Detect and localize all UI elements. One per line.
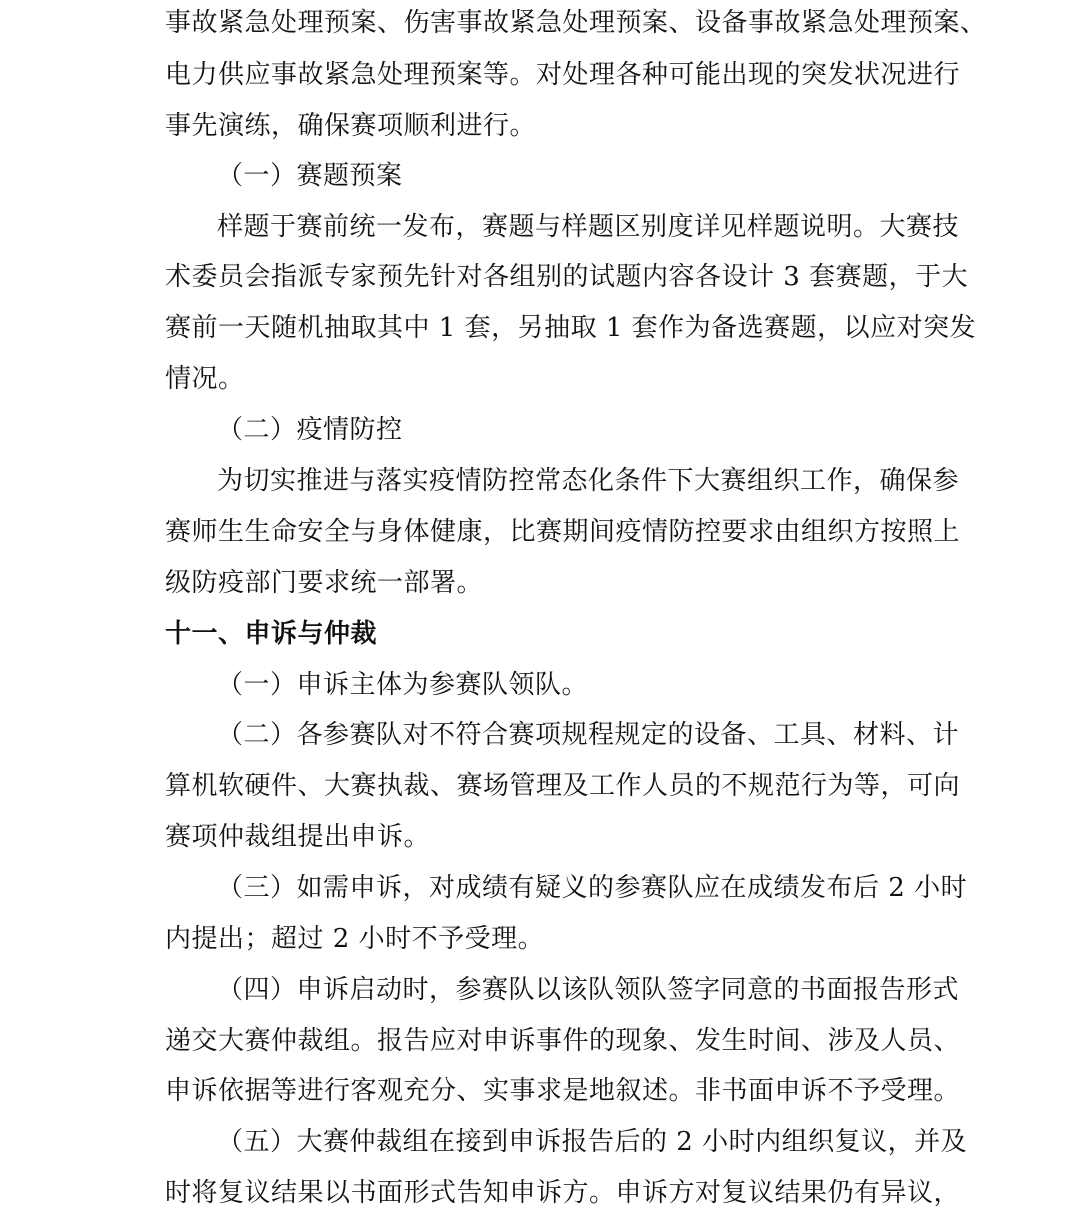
text-line: 赛前一天随机抽取其中 1 套，另抽取 1 套作为备选赛题，以应对突发 [165,313,977,343]
text-line: 赛项仲裁组提出申诉。 [165,822,431,852]
text-line: （三）如需申诉，对成绩有疑义的参赛队应在成绩发布后 2 小时 [217,873,968,903]
text-line: （五）大赛仲裁组在接到申诉报告后的 2 小时内组织复议，并及 [217,1127,968,1157]
section-heading: （二）疫情防控 [217,415,403,445]
text-line: （一）申诉主体为参赛队领队。 [217,670,589,700]
text-line: 为切实推进与落实疫情防控常态化条件下大赛组织工作，确保参 [217,466,960,496]
text-line: 递交大赛仲裁组。报告应对申诉事件的现象、发生时间、涉及人员、 [165,1026,961,1056]
text-line: 申诉依据等进行客观充分、实事求是地叙述。非书面申诉不予受理。 [165,1076,961,1106]
text-line: 事先演练，确保赛项顺利进行。 [165,111,537,141]
text-line: 赛师生生命安全与身体健康，比赛期间疫情防控要求由组织方按照上 [165,517,961,547]
text-line: （二）各参赛队对不符合赛项规程规定的设备、工具、材料、计 [217,720,960,750]
text-line: 内提出；超过 2 小时不予受理。 [165,924,545,954]
chapter-heading: 十一、申诉与仲裁 [165,619,378,649]
text-line: 术委员会指派专家预先针对各组别的试题内容各设计 3 套赛题，于大 [165,262,969,292]
text-line: 情况。 [165,364,245,394]
text-line: 时将复议结果以书面形式告知申诉方。申诉方对复议结果仍有异议， [165,1178,961,1208]
text-line: 电力供应事故紧急处理预案等。对处理各种可能出现的突发状况进行 [165,60,961,90]
text-line: 算机软硬件、大赛执裁、赛场管理及工作人员的不规范行为等，可向 [165,771,961,801]
text-line: 事故紧急处理预案、伤害事故紧急处理预案、设备事故紧急处理预案、 [165,8,987,38]
text-line: 级防疫部门要求统一部署。 [165,568,484,598]
text-line: 样题于赛前统一发布，赛题与样题区别度详见样题说明。大赛技 [217,212,960,242]
section-heading: （一）赛题预案 [217,161,403,191]
text-line: （四）申诉启动时，参赛队以该队领队签字同意的书面报告形式 [217,975,960,1005]
